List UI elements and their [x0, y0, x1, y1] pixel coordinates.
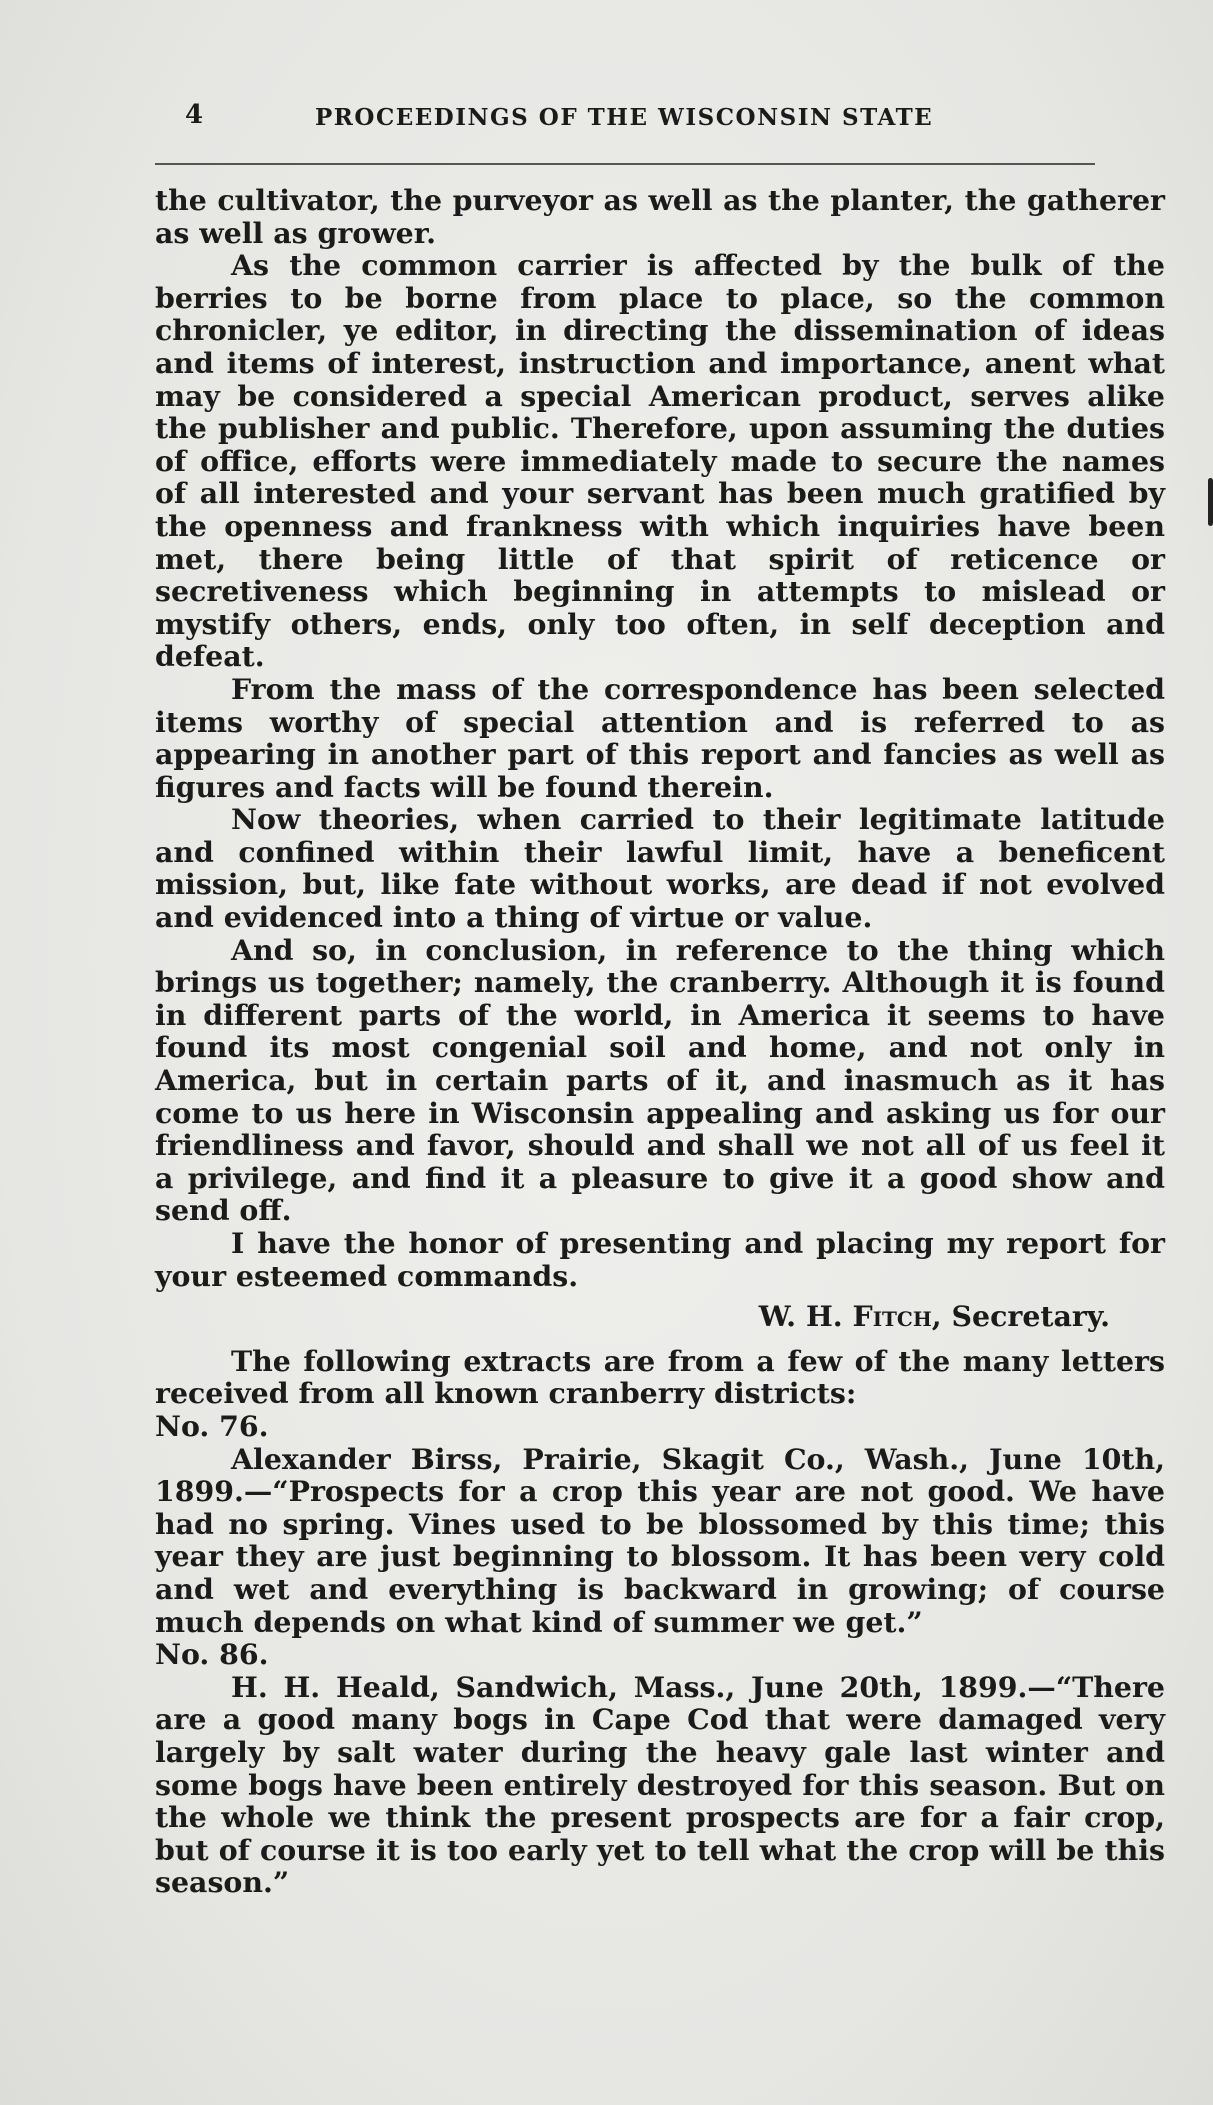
paragraph: I have the honor of presenting and placing my report for your esteemed commands. [155, 1226, 1165, 1293]
page-number: 4 [185, 100, 204, 130]
signature: W. H. Fitch, Secretary. [758, 1299, 1110, 1334]
letter-text: H. H. Heald, Sandwich, Mass., June 20th, 1899.—“There are a good many bogs in Cape Cod that were damaged very largely by salt water during the heavy gale last winter and some bogs have been entirely destroyed for this season. But on the whole we think the present prospects are for a fair crop, but of course it is too early yet to tell what the crop will be this season.” [155, 1669, 1165, 1900]
signature-name: W. H. Fitch [758, 1299, 932, 1334]
running-head: PROCEEDINGS OF THE WISCONSIN STATE [315, 104, 934, 131]
header-rule [155, 163, 1095, 165]
signature-title: Secretary. [951, 1299, 1110, 1334]
paragraph: From the mass of the correspondence has been selected items worthy of special attention and is referred to as appearing in another part of this report and fancies as well as figures and facts will be found therein. [155, 671, 1165, 804]
body-text [155, 184, 1165, 1899]
paragraph: Now theories, when carried to their legitimate latitude and confined within their lawful limit, have a beneficent mission, but, like fate without works, are dead if not evolved and evidenced into a thing of virtue or value. [155, 802, 1165, 935]
paragraph: the cultivator, the purveyor as well as the planter, the gatherer as well as grower. [155, 183, 1165, 250]
extracts-intro: The following extracts are from a few of the many letters received from all known cranberry districts: [155, 1343, 1165, 1411]
page-edge-mark [1208, 478, 1213, 526]
letter-text: Alexander Birss, Prairie, Skagit Co., Wash., June 10th, 1899.—“Prospects for a crop this year are not good. We have had no spring. Vines used to be blossomed by this time; this year they are just beginning to blossom. It has been very cold and wet and everything is backward in growing; of course much depends on what kind of summer we get.” [155, 1441, 1165, 1639]
page-header [155, 100, 1095, 140]
paragraph: As the common carrier is affected by the bulk of the berries to be borne from place to place, so the common chronicler, ye editor, in directing the dissemination of ideas and items of interest, instruction and importance, anent what may be considered a special American product, serves alike the publisher and public. Therefore, upon assuming the duties of office, efforts were immediately made to secure the names of all interested and your servant has been much gratified by the openness and frankness with which inquiries have been met, there being little of that spirit of reticence or secretiveness which beginning in attempts to mislead or mystify others, ends, only too often, in self deception and defeat. [155, 248, 1165, 674]
paragraph: And so, in conclusion, in reference to the thing which brings us together; namely, the cranberry. Although it is found in different parts of the world, in America it seems to have found its most congenial soil and home, and not only in America, but in certain parts of it, and inasmuch as it has come to us here in Wisconsin appealing and asking us for our friendliness and favor, should and shall we not all of us feel it a privilege, and find it a pleasure to give it a good show and send off. [155, 932, 1165, 1228]
letter-number: No. 76. [155, 1408, 269, 1443]
letter-number: No. 86. [155, 1637, 269, 1672]
